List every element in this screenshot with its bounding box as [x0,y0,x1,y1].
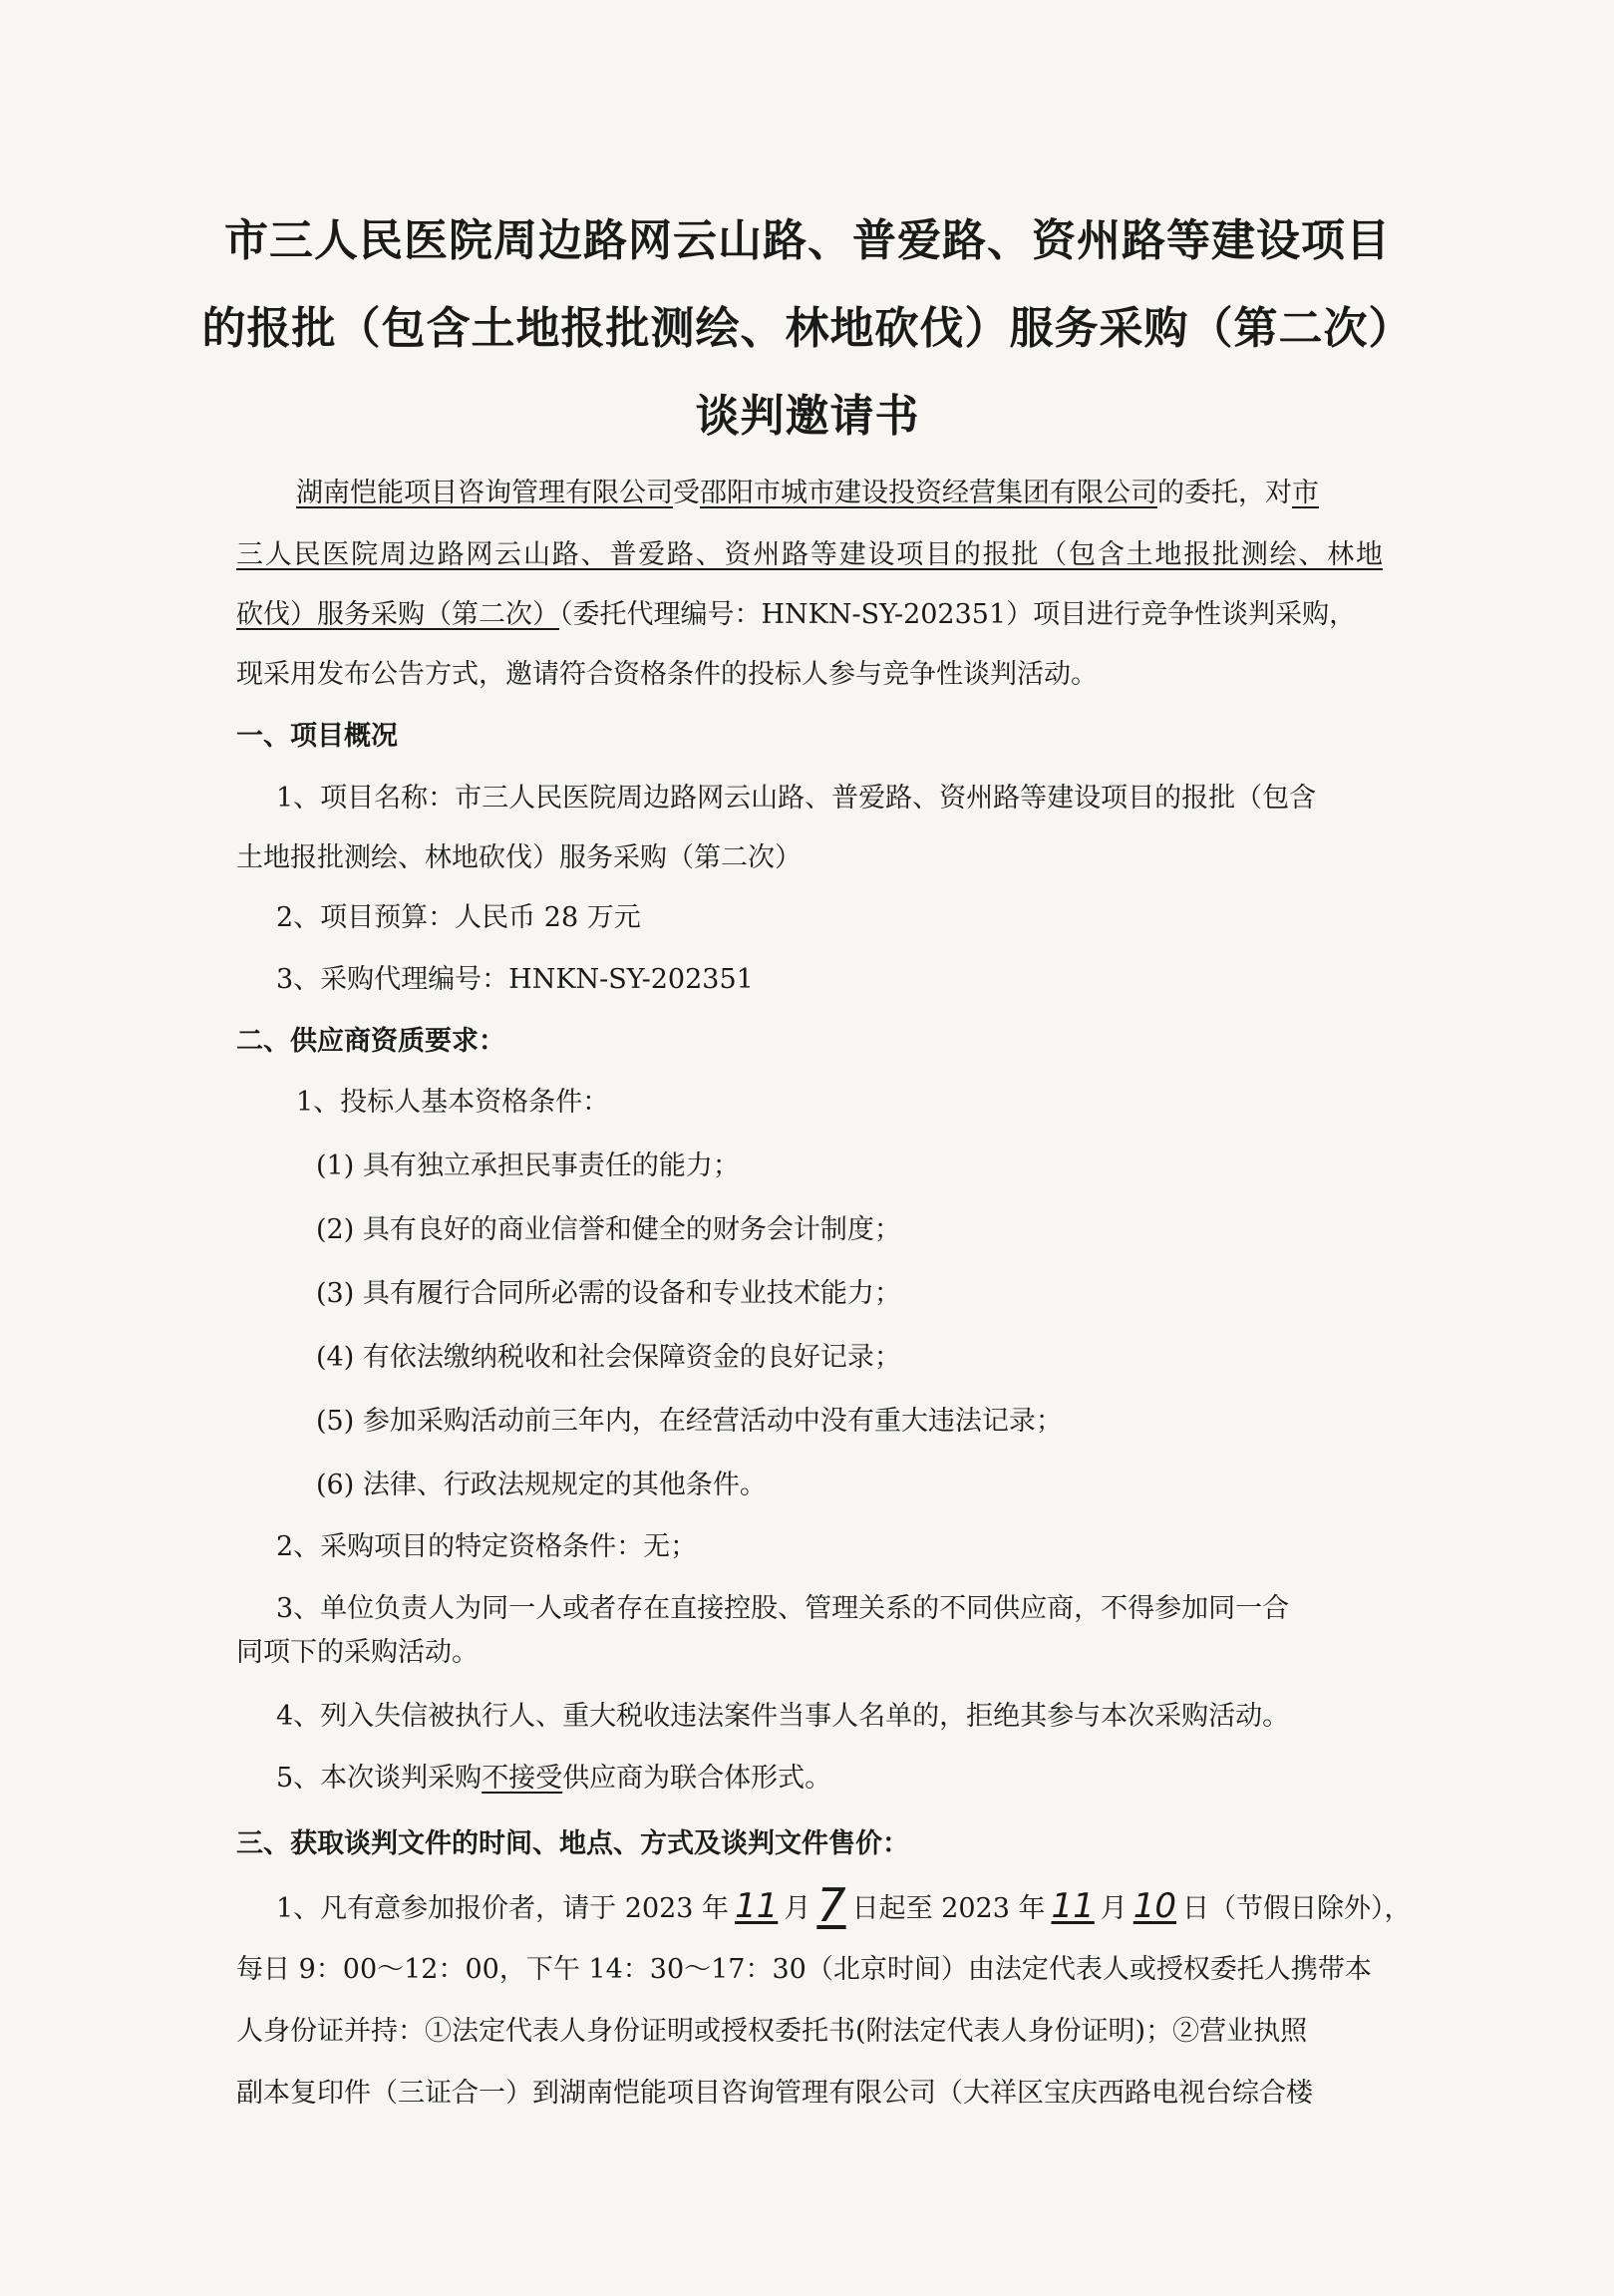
sec3-line-4: 副本复印件（三证合一）到湖南恺能项目咨询管理有限公司（大祥区宝庆西路电视台综合楼 [236,2078,1313,2109]
sec2-item-1: 1、投标人基本资格条件： [296,1087,610,1118]
sec1-item-2: 2、项目预算：人民币 28 万元 [276,902,641,933]
sec3-line-1: 1、凡有意参加报价者，请于 2023 年 11 月 7 日起至 2023 年 11 月 10 日（节假日除外）， [276,1878,1412,1932]
sec2-item-4: 4、列入失信被执行人、重大税收违法案件当事人名单的，拒绝其参与本次采购活动。 [276,1701,1290,1732]
sec2-sub-5: (5) 参加采购活动前三年内，在经营活动中没有重大违法记录； [316,1406,1063,1437]
sec2-sub-1: (1) 具有独立承担民事责任的能力； [316,1150,740,1181]
intro-line-4: 现采用发布公告方式，邀请符合资格条件的投标人参与竞争性谈判活动。 [236,659,1098,690]
sec2-sub-6: (6) 法律、行政法规规定的其他条件。 [316,1470,767,1500]
sec1-item-1-line-2: 土地报批测绘、林地砍伐）服务采购（第二次） [236,842,802,873]
sec2-sub-3: (3) 具有履行合同所必需的设备和专业技术能力； [316,1278,901,1309]
handwritten-month-end: 11 [1051,1886,1095,1926]
sec2-sub-4: (4) 有依法缴纳税收和社会保障资金的良好记录； [316,1342,901,1373]
intro-line-3: 砍伐）服务采购（第二次）（委托代理编号：HNKN-SY-202351）项目进行竞争性谈判采购， [236,599,1357,630]
sec1-item-3: 3、采购代理编号：HNKN-SY-202351 [276,964,754,995]
intro-line-2: 三人民医院周边路网云山路、普爱路、资州路等建设项目的报批（包含土地报批测绘、林地 [236,539,1383,570]
title-line-1: 市三人民医院周边路网云山路、普爱路、资州路等建设项目 [224,215,1391,266]
sec3-line-2: 每日 9：00～12：00，下午 14：30～17：30（北京时间）由法定代表人或授权委托人携带本 [236,1954,1372,1985]
sec2-sub-2: (2) 具有良好的商业信誉和健全的财务会计制度； [316,1214,901,1245]
intro-line-1: 湖南恺能项目咨询管理有限公司受邵阳市城市建设投资经营集团有限公司的委托，对市 [296,478,1319,508]
handwritten-day-start: 7 [816,1878,846,1932]
client-company: 邵阳市城市建设投资经营集团有限公司 [700,478,1157,508]
handwritten-month-start: 11 [735,1886,779,1926]
sec1-item-1-line-1: 1、项目名称：市三人民医院周边路网云山路、普爱路、资州路等建设项目的报批（包含 [276,783,1317,814]
handwritten-day-end: 10 [1132,1886,1177,1926]
section-1-heading: 一、项目概况 [236,721,398,752]
sec2-item-3-line-2: 同项下的采购活动。 [236,1637,479,1668]
section-3-heading: 三、获取谈判文件的时间、地点、方式及谈判文件售价： [236,1828,909,1859]
sec3-line-3: 人身份证并持：①法定代表人身份证明或授权委托书(附法定代表人身份证明)；②营业执照 [236,2016,1308,2047]
title-line-2: 的报批（包含土地报批测绘、林地砍伐）服务采购（第二次） [201,303,1414,354]
sec2-item-5: 5、本次谈判采购不接受供应商为联合体形式。 [276,1763,832,1794]
title-line-3: 谈判邀请书 [695,391,920,442]
sec2-item-2: 2、采购项目的特定资格条件：无； [276,1531,698,1562]
section-2-heading: 二、供应商资质要求： [236,1026,505,1057]
agent-company: 湖南恺能项目咨询管理有限公司 [296,478,673,508]
sec2-item-3-line-1: 3、单位负责人为同一人或者存在直接控股、管理关系的不同供应商，不得参加同一合 [276,1593,1290,1624]
not-accepted-emphasis: 不接受 [482,1763,563,1794]
project-name-underlined: 砍伐）服务采购（第二次） [236,599,559,630]
